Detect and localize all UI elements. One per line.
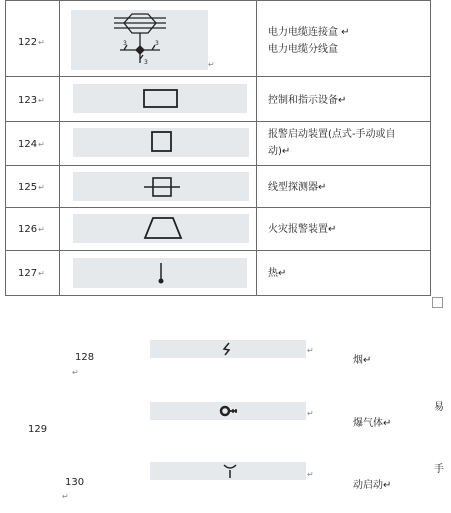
rectangle-symbol [142, 88, 180, 110]
paragraph-mark: ↵ [72, 368, 79, 377]
manual-start-symbol [222, 462, 238, 480]
description-fragment: 易 [434, 402, 444, 413]
row-number: 122↵ [18, 37, 45, 48]
paragraph-mark: ↵ [307, 346, 314, 355]
col-divider [5, 0, 6, 296]
row-number: 126↵ [18, 224, 45, 235]
paragraph-mark: ↵ [208, 60, 215, 69]
svg-text:3: 3 [144, 59, 148, 66]
svg-text:3: 3 [155, 40, 159, 47]
item-number: 128 [75, 352, 95, 363]
heat-symbol [154, 259, 168, 287]
symbol-description: 线型探测器↵ [268, 182, 327, 193]
row-divider [5, 121, 431, 122]
row-divider [5, 165, 431, 166]
symbol-description: 爆气体↵ [353, 418, 392, 429]
paragraph-mark: ↵ [307, 409, 314, 418]
symbol-description: 烟↵ [353, 355, 372, 366]
svg-text:3: 3 [123, 40, 127, 47]
symbol-description: 动启动↵ [353, 480, 392, 491]
symbol-description: 火灾报警装置↵ [268, 224, 337, 235]
item-number: 130 [65, 477, 85, 488]
row-number: 125↵ [18, 182, 45, 193]
table-border-top [5, 0, 431, 1]
row-divider [5, 250, 431, 251]
paragraph-mark: ↵ [307, 470, 314, 479]
explosive-gas-symbol [219, 403, 239, 419]
symbol-description: 控制和指示设备↵ [268, 95, 347, 106]
table-resize-handle[interactable] [432, 297, 443, 308]
col-divider [59, 0, 60, 296]
smoke-symbol [220, 341, 234, 357]
square-symbol [149, 129, 175, 155]
cable-junction-box-symbol [110, 11, 170, 67]
col-divider [256, 0, 257, 296]
symbol-description: 报警启动装置(点式-手动或自 动)↵ [268, 129, 396, 157]
row-number: 127↵ [18, 268, 45, 279]
description-fragment: 手 [434, 464, 444, 475]
paragraph-mark: ↵ [62, 492, 69, 501]
row-number: 123↵ [18, 95, 45, 106]
row-divider [5, 207, 431, 208]
table-border-bottom [5, 295, 431, 296]
col-divider [430, 0, 431, 296]
line-detector-symbol [142, 174, 182, 200]
symbol-description: 热↵ [268, 268, 287, 279]
row-divider [5, 76, 431, 77]
trapezoid-symbol [142, 215, 184, 241]
item-number: 129 [28, 424, 48, 435]
row-number: 124↵ [18, 139, 45, 150]
symbol-description: 电力电缆连接盒 ↵ 电力电缆分线盒 [268, 27, 350, 55]
